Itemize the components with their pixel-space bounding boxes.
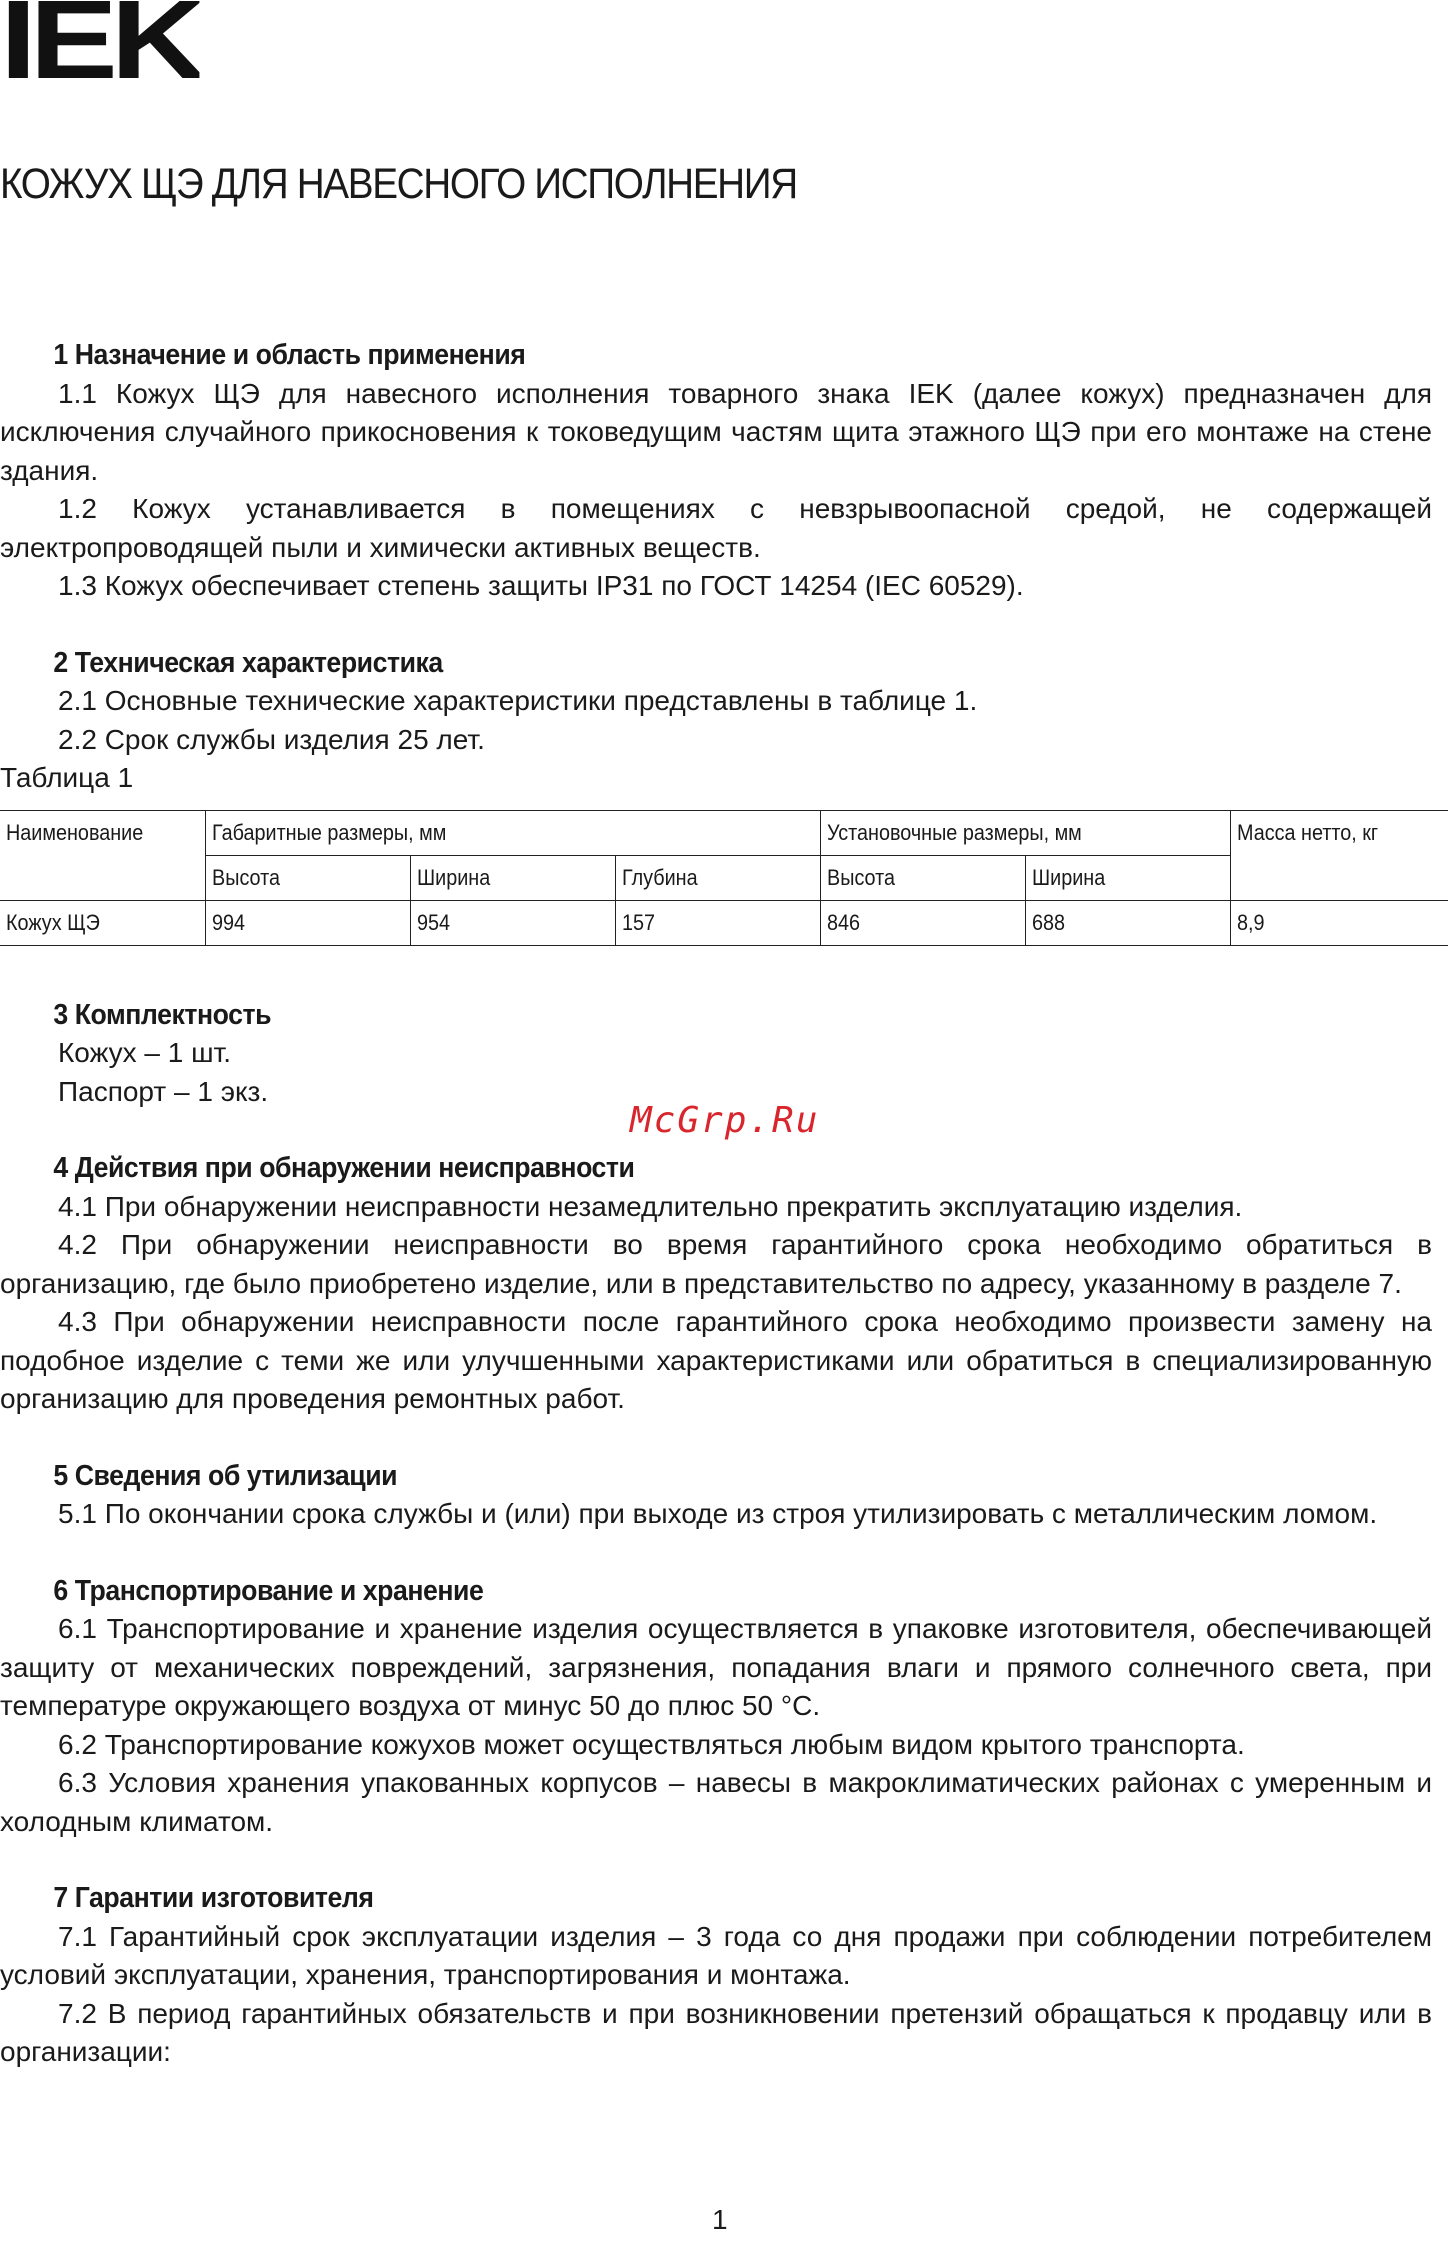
page-number: 1 <box>712 2204 728 2235</box>
cell-name: Кожух ЩЭ <box>0 900 205 945</box>
paragraph-1-1: 1.1 Кожух ЩЭ для навесного исполнения товарного знака IEK (далее кожух) предназначен для исключения случайного прикосновения к токоведущим частям щита этажного ЩЭ при его монтаже на стене здания. <box>0 377 1432 486</box>
paragraph-6-3: 6.3 Условия хранения упакованных корпусов – навесы в макроклиматических районах с умеренным и холодным климатом. <box>0 1767 1432 1837</box>
paragraph-6-1: 6.1 Транспортирование и хранение изделия осуществляется в упаковке изготовителя, обеспечивающей защиту от механических повреждений, загрязнения, попадания влаги и прямого солнечного света, при температуре окружающего воздуха от минус 50 до плюс 50 °С. <box>0 1613 1432 1721</box>
header-net-mass: Масса нетто, кг <box>1230 810 1448 900</box>
iek-logo: IEK <box>0 0 200 80</box>
subheader-mount-width: Ширина <box>1025 855 1230 900</box>
document-title: КОЖУХ ЩЭ ДЛЯ НАВЕСНОГО ИСПОЛНЕНИЯ <box>0 160 797 208</box>
paragraph-1-3: 1.3 Кожух обеспечивает степень защиты IP31 по ГОСТ 14254 (IEC 60529). <box>58 570 1024 601</box>
paragraph-4-3: 4.3 При обнаружении неисправности после гарантийного срока необходимо произвести замену на подобное изделие с теми же или улучшенными характеристиками или обратиться в специализированную организацию для проведения ремонтных работ. <box>0 1306 1432 1414</box>
paragraph-4-1: 4.1 При обнаружении неисправности незамедлительно прекратить эксплуатацию изделия. <box>58 1190 1243 1222</box>
subheader-width: Ширина <box>410 855 615 900</box>
header-name: Наименование <box>0 810 205 900</box>
section-2-heading: 2 Техническая характеристика <box>53 646 443 679</box>
subheader-mount-height: Высота <box>820 855 1025 900</box>
specifications-table <box>0 810 1448 946</box>
document-body <box>0 336 1432 2072</box>
section-4-heading: 4 Действия при обнаружении неисправности <box>53 1152 635 1184</box>
paragraph-4-2: 4.2 При обнаружении неисправности во время гарантийного срока необходимо обратиться в организацию, где было приобретено изделие, или в представительство по адресу, указанному в разделе 7. <box>0 1229 1432 1299</box>
paragraph-7-2: 7.2 В период гарантийных обязательств и при возникновении претензий обращаться к продавцу или в организации: <box>0 1997 1432 2067</box>
paragraph-2-1: 2.1 Основные технические характеристики представлены в таблице 1. <box>58 685 978 716</box>
paragraph-1-2: 1.2 Кожух устанавливается в помещениях с невзрывоопасной средой, не содержащей электропроводящей пыли и химически активных веществ. <box>0 493 1432 563</box>
table-caption: Таблица 1 <box>0 762 134 793</box>
paragraph-7-1: 7.1 Гарантийный срок эксплуатации изделия – 3 года со дня продажи при соблюдении потребителем условий эксплуатации, хранения, транспортирования и монтажа. <box>0 1920 1432 1990</box>
section-1-heading: 1 Назначение и область применения <box>53 339 526 371</box>
paragraph-5-1: 5.1 По окончании срока службы и (или) при выходе из строя утилизировать с металлическим ломом. <box>58 1498 1378 1529</box>
section-5-heading: 5 Сведения об утилизации <box>53 1459 398 1492</box>
table-row <box>0 900 1448 945</box>
watermark-text: McGrp.Ru <box>630 1100 820 1141</box>
table-header-row <box>0 810 1448 855</box>
kit-item-cover: Кожух – 1 шт. <box>58 1037 232 1068</box>
paragraph-2-2: 2.2 Срок службы изделия 25 лет. <box>58 723 485 755</box>
subheader-depth: Глубина <box>615 855 820 900</box>
cell-height: 994 <box>205 900 410 945</box>
cell-mount-width: 688 <box>1025 900 1230 945</box>
section-3-heading: 3 Комплектность <box>53 998 272 1031</box>
section-7-heading: 7 Гарантии изготовителя <box>53 1882 374 1914</box>
paragraph-6-2: 6.2 Транспортирование кожухов может осуществляться любым видом крытого транспорта. <box>58 1728 1245 1760</box>
subheader-height: Высота <box>205 855 410 900</box>
cell-mount-height: 846 <box>820 900 1025 945</box>
header-mounting-dimensions: Установочные размеры, мм <box>820 810 1230 855</box>
kit-item-passport: Паспорт – 1 экз. <box>58 1075 269 1107</box>
section-6-heading: 6 Транспортирование и хранение <box>53 1574 484 1607</box>
cell-width: 954 <box>410 900 615 945</box>
header-overall-dimensions: Габаритные размеры, мм <box>205 810 820 855</box>
cell-depth: 157 <box>615 900 820 945</box>
cell-mass: 8,9 <box>1230 900 1448 945</box>
